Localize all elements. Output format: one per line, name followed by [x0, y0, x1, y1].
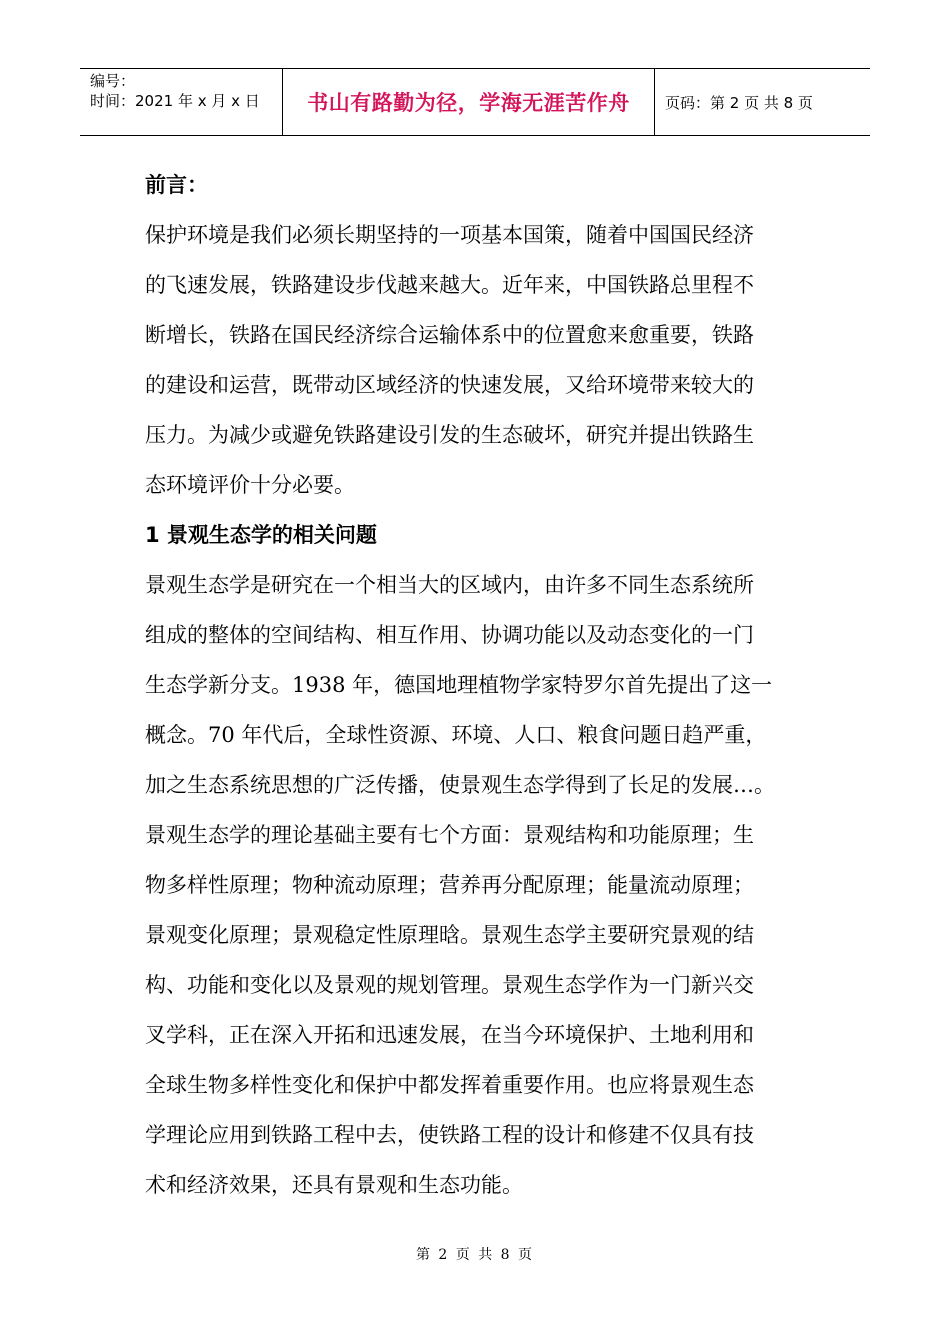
page-header — [80, 68, 870, 136]
text-line: 压力。为减少或避免铁路建设引发的生态破坏，研究并提出铁路生 — [145, 423, 754, 447]
text-line: 组成的整体的空间结构、相互作用、协调功能以及动态变化的一门 — [145, 623, 754, 647]
header-meta-cell — [80, 69, 283, 135]
page-footer-number: 第 2 页 共 8 页 — [415, 1247, 535, 1263]
text-line: 概念。70 年代后，全球性资源、环境、人口、粮食问题日趋严重， — [145, 723, 767, 747]
text-line: 的飞速发展，铁路建设步伐越来越大。近年来，中国铁路总里程不 — [145, 273, 754, 297]
text-line: 景观生态学是研究在一个相当大的区域内，由许多不同生态系统所 — [145, 573, 754, 597]
text-line: 构、功能和变化以及景观的规划管理。景观生态学作为一门新兴交 — [145, 973, 754, 997]
text-line: 加之生态系统思想的广泛传播，使景观生态学得到了长足的发展…。 — [145, 773, 775, 797]
document-number-label: 编号： — [90, 72, 136, 90]
text-line: 的建设和运营，既带动区域经济的快速发展，又给环境带来较大的 — [145, 373, 754, 397]
text-line: 景观生态学的理论基础主要有七个方面：景观结构和功能原理；生 — [145, 823, 754, 847]
document-time-label: 时间：2021 年 x 月 x 日 — [90, 92, 260, 110]
text-line: 术和经济效果，还具有景观和生态功能。 — [145, 1173, 523, 1197]
preface-title: 前言： — [145, 173, 208, 197]
text-line: 生态学新分支。1938 年，德国地理植物学家特罗尔首先提出了这一 — [145, 673, 773, 697]
section-1-title: 1 景观生态学的相关问题 — [145, 523, 377, 547]
text-line: 景观变化原理；景观稳定性原理晗。景观生态学主要研究景观的结 — [145, 923, 754, 947]
text-line: 学理论应用到铁路工程中去，使铁路工程的设计和修建不仅具有技 — [145, 1123, 754, 1147]
text-line: 全球生物多样性变化和保护中都发挥着重要作用。也应将景观生态 — [145, 1073, 754, 1097]
text-line: 态环境评价十分必要。 — [145, 473, 355, 497]
document-body — [145, 160, 825, 1210]
preface-paragraph — [145, 210, 825, 510]
text-line: 物多样性原理；物种流动原理；营养再分配原理；能量流动原理； — [145, 873, 754, 897]
header-motto: 书山有路勤为径，学海无涯苦作舟 — [283, 69, 655, 135]
text-line: 叉学科，正在深入开拓和迅速发展，在当今环境保护、土地利用和 — [145, 1023, 754, 1047]
header-page-info: 页码：第 2 页 共 8 页 — [665, 93, 813, 112]
text-line: 断增长，铁路在国民经济综合运输体系中的位置愈来愈重要，铁路 — [145, 323, 754, 347]
section-1-paragraph — [145, 560, 825, 1210]
text-line: 保护环境是我们必须长期坚持的一项基本国策，随着中国国民经济 — [145, 223, 754, 247]
